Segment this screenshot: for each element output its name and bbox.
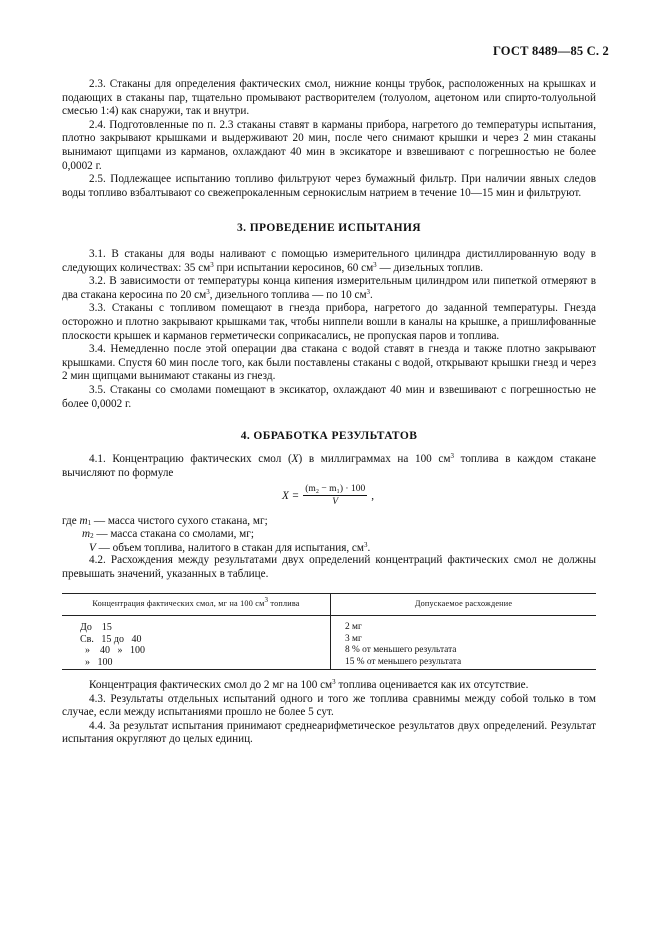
table-header-tolerance: Допускаемое расхождение (414, 599, 513, 608)
table-top-rule (62, 593, 596, 594)
definition-m1: где $m_1$ — масса чистого сухого стакана, мг; (62, 515, 268, 527)
definition-m2: $m_2$ — масса стакана со смолами, мг; (82, 528, 254, 541)
paragraph-3-4: 3.4. Немедленно после этой операции два стакана с водой ставят в гнезда и также плотно закрывают крышками. Спустя 60 мин после того, как были поставлены стаканы с водой, открывают крышки гнезд и через 2 мин щипцами вынимают стаканы из гнезд. (62, 343, 596, 383)
table-cell: Св. 15 до 40 (80, 633, 142, 645)
section-2-paragraphs (62, 78, 596, 200)
formula-fraction (303, 484, 367, 507)
page-header: ГОСТ 8489—85 С. 2 (492, 44, 609, 58)
paragraph-4-2: 4.2. Расхождения между результатами двух определений концентраций фактических смол не должны превышать значений, указанных в таблице. (62, 554, 596, 580)
table-cell: 15 % от меньшего результата (345, 656, 462, 667)
paragraph-3-2: 3.2. В зависимости от температуры конца кипения измерительным цилиндром или пипеткой отмеряют в два стакана керосина по 20 $см^3$, дизельного топлива — по 10 $см^3$. (62, 275, 596, 301)
paragraph-after-table: Концентрация фактических смол до 2 мг на 100 $см^3$ топлива оценивается как их отсутствие. (89, 678, 529, 691)
section-3-paragraphs (62, 248, 596, 411)
paragraph-4-4: 4.4. За результат испытания принимают среднеарифметическое результатов двух определений. Результат испытания округляют до целых единиц. (62, 719, 596, 746)
table-column-tolerance (345, 622, 461, 668)
section-3-title: 3. ПРОВЕДЕНИЕ ИСПЫТАНИЯ (237, 222, 421, 234)
table-cell: » 40 » 100 (80, 645, 145, 657)
section-4-title: 4. ОБРАБОТКА РЕЗУЛЬТАТОВ (240, 430, 418, 442)
section-4-closing-paragraphs (62, 679, 596, 747)
table-cell: 2 мг (345, 622, 362, 632)
paragraph-4-3: 4.3. Результаты отдельных испытаний одного и того же топлива сравнимы между собой только в том случае, если между испытаниями прошло не более 5 сут. (62, 692, 596, 719)
table-header-concentration: Концентрация фактических смол, мг на 100 $см^3$ топлива (92, 596, 300, 608)
table-cell: До 15 (80, 622, 112, 633)
table-cell: 8 % от меньшего результата (345, 645, 457, 656)
paragraph-2-4: 2.4. Подготовленные по п. 2.3 стаканы ставят в карманы прибора, нагретого до температуры испытания, плотно закрывают крышками и выдерживают 20 мин, после чего снимают крышки и через 2 мин стаканы вынимают щипцами из карманов, охлаждают 40 мин в эксикаторе и взвешивают с погрешностью не более 0,0002 г. (62, 118, 596, 172)
paragraph-3-1: 3.1. В стаканы для воды наливают с помощью измерительного цилиндра дистиллированную воду в следующих количествах: 35 $см^3$ при испытании керосинов, 60 $см^3$ — дизельных топлив. (62, 248, 596, 274)
concentration-formula (282, 484, 374, 507)
table-bottom-rule (62, 669, 596, 670)
table-cell: » 100 (80, 656, 113, 668)
paragraph-3-3: 3.3. Стаканы с топливом помещают в гнезда прибора, нагретого до заданной температуры. Гнезда осторожно и плотно закрывают крышками так, чтобы ниппели вошли в каналы на крышке, а пришлифованные плоскости крышек и карманов герметически соприкасались, не пропуская паров и топлива. (62, 302, 596, 342)
table-header-rule (62, 615, 596, 616)
definition-v: V — объем топлива, налитого в стакан для испытания, $см^3$. (89, 540, 371, 554)
formula-definitions (62, 515, 596, 555)
formula-denominator: V (332, 497, 339, 507)
paragraph-3-5: 3.5. Стаканы со смолами помещают в эксикатор, охлаждают 40 мин и взвешивают с погрешностью не более 0,0002 г. (62, 383, 596, 410)
formula-lhs: X = (282, 489, 300, 502)
table-cell: 3 мг (345, 633, 362, 644)
formula-tail: , (371, 489, 374, 502)
paragraph-2-3: 2.3. Стаканы для определения фактических смол, нижние концы трубок, расположенных на крышках и подающих в стаканы пар, тщательно промывают растворителем (толуолом, ацетоном или спирто-толуольной смесью 1:4) как снаружи, так и внутри. (62, 78, 596, 118)
paragraph-4-1: 4.1. Концентрацию фактических смол (X) в миллиграммах на 100 $см^3$ топлива в каждом стакане вычисляют по формуле (62, 452, 597, 479)
paragraph-2-5: 2.5. Подлежащее испытанию топливо фильтруют через бумажный фильтр. При наличии явных следов воды топливо взбалтывают со свежепрокаленным сернокислым натрием в течение 10—15 мин и фильтруют. (62, 173, 596, 199)
formula-numerator: (m₂ − m₁) · 100 (305, 484, 366, 494)
table-column-concentration (80, 622, 145, 668)
tolerance-table (62, 593, 596, 670)
